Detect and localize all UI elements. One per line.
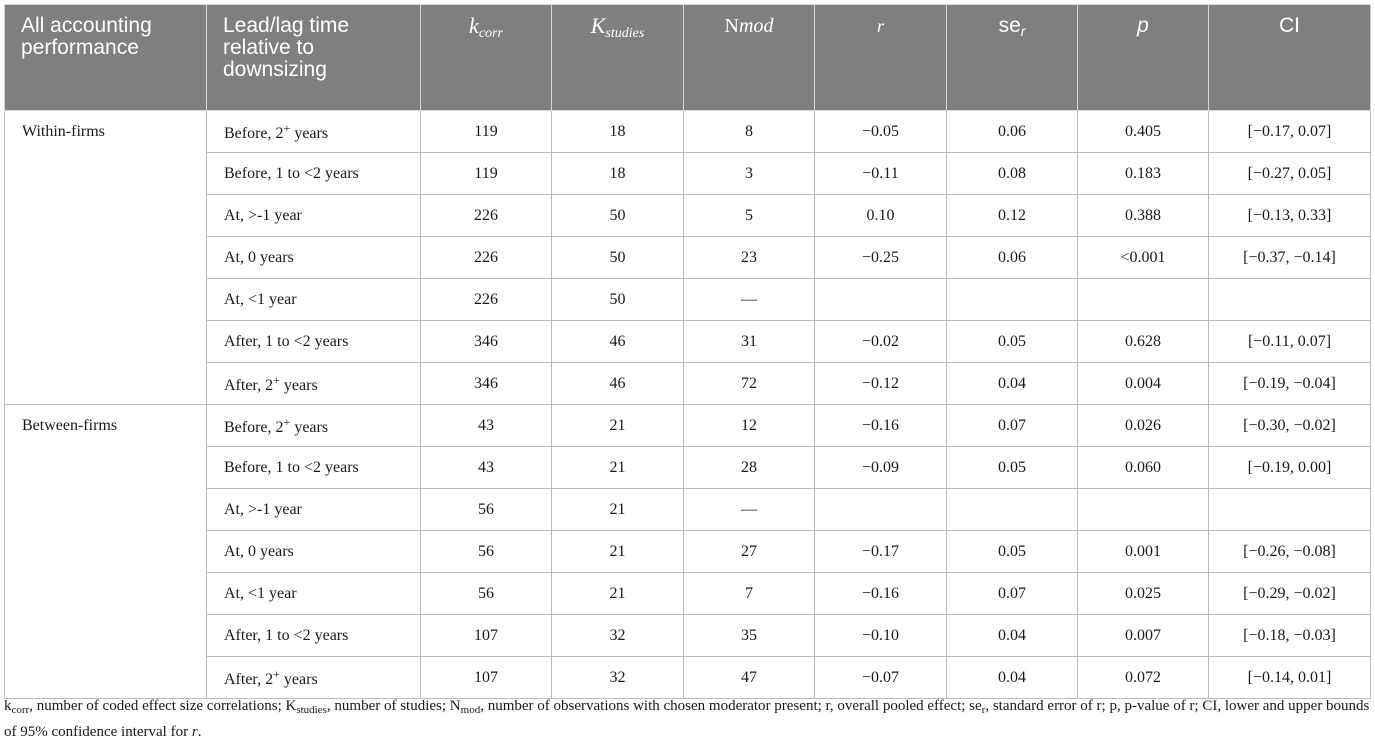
cell-kcorr: 226 [421, 279, 552, 321]
cell-r: −0.16 [815, 405, 947, 447]
cell-ci: [−0.26, −0.08] [1209, 531, 1371, 573]
lead-tail: years [279, 376, 318, 394]
cell-kcorr: 119 [421, 111, 552, 153]
header-kcorr-sub: corr [478, 26, 503, 41]
cell-p [1078, 489, 1209, 531]
cell-ci [1209, 279, 1371, 321]
cell-ser: 0.06 [947, 237, 1078, 279]
cell-p: <0.001 [1078, 237, 1209, 279]
lead-tail: years [290, 418, 329, 436]
footnote-ks-sub: studies [296, 704, 327, 716]
cell-ci: [−0.18, −0.03] [1209, 615, 1371, 657]
header-kstudies-base: K [590, 13, 606, 38]
cell-lead-lag [207, 657, 421, 699]
header-p-text: p [1137, 14, 1149, 37]
cell-p [1078, 279, 1209, 321]
cell-lead-lag [207, 237, 421, 279]
cell-ser: 0.04 [947, 615, 1078, 657]
header-se-base: se [998, 14, 1021, 37]
cell-ci: [−0.37, −0.14] [1209, 237, 1371, 279]
footnote-se-text: , standard error of r; p, p-value of r; CI, lower and upper bounds of 95% confidence interval for [4, 698, 1370, 740]
cell-r [815, 279, 947, 321]
footnote-k-text: , number of coded effect size correlations; K [29, 698, 297, 714]
table-row [5, 111, 1371, 153]
cell-ser: 0.06 [947, 111, 1078, 153]
cell-ci [1209, 489, 1371, 531]
cell-lead-lag [207, 111, 421, 153]
cell-ser: 0.04 [947, 363, 1078, 405]
cell-kstudies: 21 [552, 531, 684, 573]
header-lead-lag: Lead/lag time relative to downsizing [207, 5, 421, 111]
lead-sup: + [283, 120, 291, 135]
cell-kcorr: 43 [421, 447, 552, 489]
cell-kstudies: 32 [552, 615, 684, 657]
cell-ser: 0.05 [947, 447, 1078, 489]
cell-lead-lag [207, 153, 421, 195]
table-row [5, 405, 1371, 447]
cell-ser: 0.12 [947, 195, 1078, 237]
cell-p: 0.183 [1078, 153, 1209, 195]
cell-ser: 0.07 [947, 405, 1078, 447]
cell-kcorr: 226 [421, 237, 552, 279]
table-row [5, 573, 1371, 615]
cell-lead-lag [207, 195, 421, 237]
table-row [5, 321, 1371, 363]
header-nmod-n: N [724, 15, 739, 37]
cell-nmod: 23 [684, 237, 815, 279]
lead-text: At, <1 year [224, 584, 297, 602]
cell-p: 0.001 [1078, 531, 1209, 573]
cell-lead-lag [207, 573, 421, 615]
header-kcorr-base: k [469, 13, 479, 38]
results-table [4, 4, 1371, 699]
cell-ci: [−0.14, 0.01] [1209, 657, 1371, 699]
cell-r: −0.11 [815, 153, 947, 195]
header-ci: CI [1209, 5, 1371, 111]
lead-text: At, 0 years [224, 542, 294, 560]
lead-tail: years [279, 670, 318, 688]
cell-lead-lag [207, 363, 421, 405]
cell-kstudies: 21 [552, 405, 684, 447]
lead-text: After, 2 [224, 376, 274, 394]
lead-text: Before, 1 to <2 years [224, 164, 359, 182]
cell-kstudies: 21 [552, 573, 684, 615]
cell-p: 0.072 [1078, 657, 1209, 699]
cell-r: −0.07 [815, 657, 947, 699]
cell-kcorr: 107 [421, 615, 552, 657]
cell-r: −0.10 [815, 615, 947, 657]
table-body [5, 111, 1371, 699]
lead-text: After, 1 to <2 years [224, 332, 349, 350]
cell-ser: 0.04 [947, 657, 1078, 699]
cell-kstudies: 50 [552, 195, 684, 237]
lead-sup: + [273, 372, 280, 387]
lead-text: Before, 1 to <2 years [224, 458, 359, 476]
cell-nmod: 27 [684, 531, 815, 573]
cell-nmod: 31 [684, 321, 815, 363]
lead-text: At, >-1 year [224, 500, 302, 518]
footnote-k-sub: corr [11, 704, 30, 716]
cell-r: −0.12 [815, 363, 947, 405]
cell-ci: [−0.17, 0.07] [1209, 111, 1371, 153]
footnote-n-sub: mod [460, 704, 481, 716]
group-label: Between-firms [5, 405, 207, 699]
cell-ser: 0.07 [947, 573, 1078, 615]
lead-text: After, 2 [224, 670, 274, 688]
cell-kcorr: 107 [421, 657, 552, 699]
cell-nmod: — [684, 489, 815, 531]
cell-lead-lag [207, 489, 421, 531]
cell-lead-lag [207, 405, 421, 447]
cell-nmod: — [684, 279, 815, 321]
cell-kstudies: 21 [552, 447, 684, 489]
cell-nmod: 12 [684, 405, 815, 447]
footnote-end: . [197, 724, 202, 740]
cell-nmod: 28 [684, 447, 815, 489]
lead-sup: + [273, 666, 280, 681]
table-header [5, 5, 1371, 111]
cell-nmod: 35 [684, 615, 815, 657]
cell-kstudies: 50 [552, 279, 684, 321]
cell-lead-lag [207, 531, 421, 573]
cell-kcorr: 226 [421, 195, 552, 237]
cell-nmod: 7 [684, 573, 815, 615]
lead-text: At, >-1 year [224, 206, 302, 224]
cell-r: −0.17 [815, 531, 947, 573]
table-row [5, 237, 1371, 279]
footnote-n-text: , number of observations with chosen moderator present; r, overall pooled effect; se [480, 698, 982, 714]
cell-kstudies: 18 [552, 153, 684, 195]
cell-ci: [−0.30, −0.02] [1209, 405, 1371, 447]
lead-text: At, 0 years [224, 248, 294, 266]
cell-p: 0.628 [1078, 321, 1209, 363]
header-nmod [684, 5, 815, 111]
cell-r: 0.10 [815, 195, 947, 237]
cell-p: 0.004 [1078, 363, 1209, 405]
cell-ci: [−0.27, 0.05] [1209, 153, 1371, 195]
cell-r: −0.05 [815, 111, 947, 153]
cell-ser [947, 279, 1078, 321]
cell-ser: 0.05 [947, 531, 1078, 573]
lead-text: Before, 2 [224, 124, 284, 142]
cell-ci: [−0.19, −0.04] [1209, 363, 1371, 405]
cell-ser [947, 489, 1078, 531]
cell-ci: [−0.19, 0.00] [1209, 447, 1371, 489]
cell-lead-lag [207, 447, 421, 489]
cell-kstudies: 46 [552, 321, 684, 363]
cell-kcorr: 43 [421, 405, 552, 447]
cell-lead-lag [207, 321, 421, 363]
footnote-se-sub: r [981, 704, 986, 716]
lead-text: After, 1 to <2 years [224, 626, 349, 644]
footnote-ks-text: , number of studies; N [326, 698, 461, 714]
cell-lead-lag [207, 615, 421, 657]
cell-r: −0.25 [815, 237, 947, 279]
cell-kstudies: 21 [552, 489, 684, 531]
cell-p: 0.060 [1078, 447, 1209, 489]
footnote-r-final: r [191, 724, 198, 740]
cell-lead-lag [207, 279, 421, 321]
cell-r [815, 489, 947, 531]
table-row [5, 489, 1371, 531]
header-r-text: r [876, 16, 884, 36]
table-row [5, 153, 1371, 195]
header-nmod-rest: mod [739, 15, 774, 37]
cell-r: −0.09 [815, 447, 947, 489]
cell-nmod: 8 [684, 111, 815, 153]
table-row [5, 195, 1371, 237]
footnote-k: k [4, 698, 12, 714]
table-row [5, 447, 1371, 489]
header-kstudies [552, 5, 684, 111]
cell-kcorr: 56 [421, 573, 552, 615]
cell-kcorr: 56 [421, 489, 552, 531]
cell-nmod: 5 [684, 195, 815, 237]
header-r [815, 5, 947, 111]
cell-nmod: 47 [684, 657, 815, 699]
table-row [5, 657, 1371, 699]
lead-text: Before, 2 [224, 418, 284, 436]
table-footnote [4, 695, 1372, 743]
table-row [5, 363, 1371, 405]
header-se-sub: r [1020, 23, 1026, 39]
cell-kcorr: 346 [421, 321, 552, 363]
cell-r: −0.16 [815, 573, 947, 615]
header-group: All accounting performance [5, 5, 207, 111]
cell-nmod: 72 [684, 363, 815, 405]
cell-kstudies: 50 [552, 237, 684, 279]
cell-ser: 0.08 [947, 153, 1078, 195]
header-p [1078, 5, 1209, 111]
cell-p: 0.388 [1078, 195, 1209, 237]
cell-kcorr: 56 [421, 531, 552, 573]
cell-kcorr: 346 [421, 363, 552, 405]
cell-ser: 0.05 [947, 321, 1078, 363]
cell-p: 0.405 [1078, 111, 1209, 153]
cell-p: 0.007 [1078, 615, 1209, 657]
lead-text: At, <1 year [224, 290, 297, 308]
cell-kstudies: 32 [552, 657, 684, 699]
header-kstudies-sub: studies [605, 26, 645, 41]
lead-sup: + [283, 414, 291, 429]
cell-ci: [−0.11, 0.07] [1209, 321, 1371, 363]
lead-tail: years [290, 124, 329, 142]
cell-kcorr: 119 [421, 153, 552, 195]
table-row [5, 615, 1371, 657]
cell-kstudies: 46 [552, 363, 684, 405]
header-kcorr [421, 5, 552, 111]
table-row [5, 531, 1371, 573]
cell-r: −0.02 [815, 321, 947, 363]
table-row [5, 279, 1371, 321]
cell-ci: [−0.29, −0.02] [1209, 573, 1371, 615]
cell-p: 0.026 [1078, 405, 1209, 447]
group-label: Within-firms [5, 111, 207, 405]
cell-p: 0.025 [1078, 573, 1209, 615]
cell-nmod: 3 [684, 153, 815, 195]
cell-kstudies: 18 [552, 111, 684, 153]
cell-ci: [−0.13, 0.33] [1209, 195, 1371, 237]
header-se-r [947, 5, 1078, 111]
